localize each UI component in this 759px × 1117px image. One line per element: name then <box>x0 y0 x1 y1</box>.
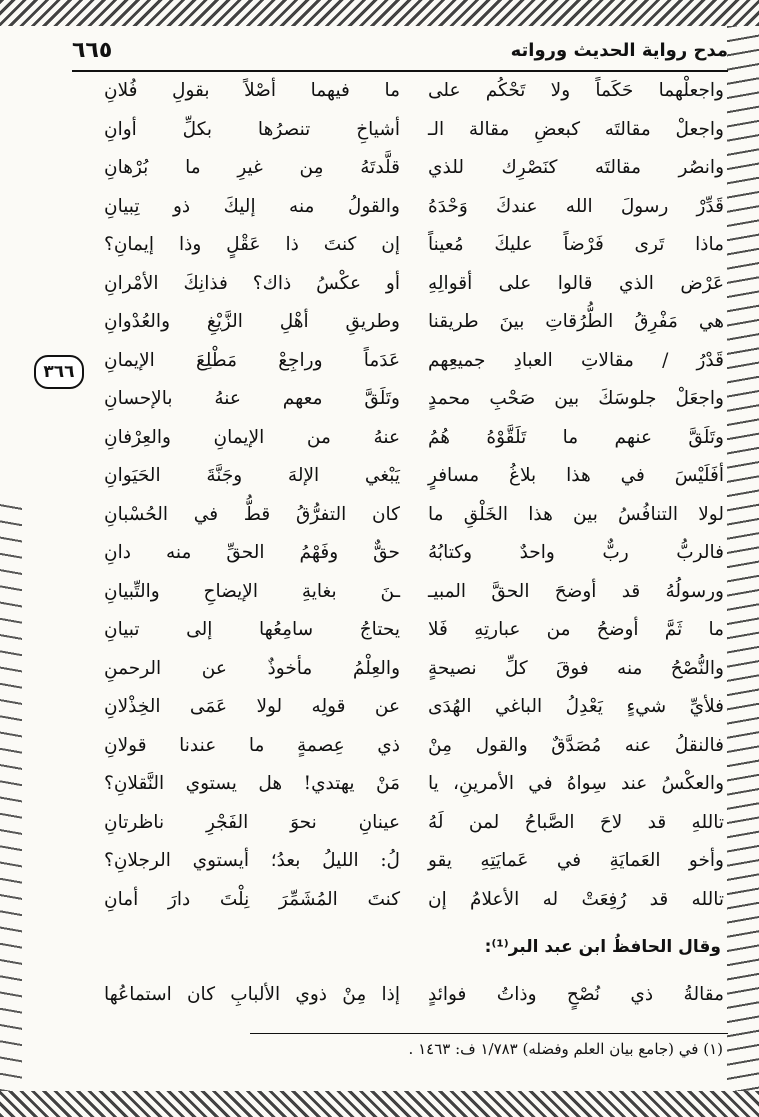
verse-first-hemistich: فالنقلُ عنه مُصَدَّقٌ والقول مِنْ <box>428 734 724 756</box>
verse-second-hemistich: أشياخِ تنصرُها بكلِّ أوانِ <box>104 118 400 140</box>
verse-second-hemistich: والقولُ منه إليكَ ذو تِبيانِ <box>104 195 400 217</box>
final-verse <box>104 984 724 1022</box>
verse-line <box>104 311 724 349</box>
verse-first-hemistich: تاللهِ قد لاحَ الصَّباحُ لمن لَهُ <box>428 811 724 833</box>
verse-line <box>104 619 724 657</box>
verse-first-hemistich: والعكْسُ عند سِواهُ في الأمرينِ، يا <box>428 773 724 794</box>
verse-second-hemistich: والعِلْمُ مأخوذٌ عن الرحمنِ <box>104 657 400 679</box>
verse-first-hemistich: وانصُر مقالتَه كنَصْرِك للذي <box>428 157 724 178</box>
verse-line <box>104 350 724 388</box>
verse-line <box>104 696 724 734</box>
verse-line <box>104 234 724 272</box>
verse-second-hemistich: يحتاجُ سامِعُها إلى تبيانِ <box>104 619 400 640</box>
verse-first-hemistich: قَدْرُ / مقالاتِ العبادِ جميعِهم <box>428 349 724 371</box>
verse-first-hemistich: واجعَلْ جلوسَكَ بين صَحْبِ محمدٍ <box>428 388 724 409</box>
edition-page-marker: ٣٦٦ <box>34 355 84 389</box>
verse-first-hemistich: وأخو العَمايَةِ في عَمايَتِهِ يقو <box>428 850 724 871</box>
verse-first-hemistich: والنُّصْحُ منه فوقَ كلِّ نصيحةٍ <box>428 657 724 679</box>
verse-first-hemistich: واجعلْهما حَكَماً ولا تَحْكُم على <box>428 80 724 101</box>
verse-second-hemistich: وتَلَقَّ معهم عنهُ بالإحسانِ <box>104 388 400 409</box>
verse-line <box>104 273 724 311</box>
verse-first-hemistich: ورسولُهُ قد أوضحَ الحقَّ المبيـ <box>428 580 724 602</box>
verse-second-hemistich: يَبْغي الإلهَ وجَنَّةَ الحَيَوانِ <box>104 465 400 486</box>
verse-line <box>104 465 724 503</box>
verse-second-hemistich: مَنْ يهتدي! هل يستوي النَّقلانِ؟ <box>104 773 400 794</box>
verse-first-hemistich: فلأيِّ شيءٍ يَعْدِلُ الباغي الهُدَى <box>428 696 724 717</box>
verse-line <box>104 773 724 811</box>
verse-first-hemistich: ما ثَمَّ أوضحُ من عبارتِهِ فَلا <box>428 619 724 640</box>
verse-second-hemistich: أو عكْسُ ذاك؟ فذانِكَ الأمْرانِ <box>104 272 400 294</box>
page-header <box>72 30 728 72</box>
verse-line <box>104 658 724 696</box>
verse-second-hemistich: ـنَ بغايةِ الإيضاحِ والتِّبيانِ <box>104 580 400 602</box>
verse-first-hemistich: أفَلَيْسَ في هذا بلاغُ مسافرٍ <box>428 465 724 486</box>
verse-second-hemistich: لُ: الليلُ بعدُ؛ أيستوي الرجلانِ؟ <box>104 850 400 871</box>
footnote: (١) في (جامع بيان العلم وفضله) ١/٧٨٣ ف: ١٤٦٣ . <box>408 1040 723 1058</box>
verse-first-hemistich: ماذا تَرى فَرْضاً عليكَ مُعيناً <box>428 234 724 255</box>
verse-first-hemistich: قَدِّرْ رسولَ الله عندكَ وَحْدَهُ <box>428 195 724 217</box>
verse-first-hemistich: لولا التنافُسُ بين هذا الخَلْقِ ما <box>428 503 724 525</box>
verse-second-hemistich: كنتَ المُشَمِّرَ نِلْتَ دارَ أمانِ <box>104 888 400 910</box>
verse-line <box>104 735 724 773</box>
verse-second-hemistich: وطريقِ أهْلِ الزَّيْغِ والعُدْوانِ <box>104 311 400 332</box>
verse-second-hemistich: عَدَماً وراجِعْ مَطْلِعَ الإيمانِ <box>104 349 400 371</box>
verse-line <box>104 388 724 426</box>
verse-second-hemistich: إذا مِنْ ذوي الألبابِ كان استماعُها <box>104 984 400 1005</box>
verse-line <box>104 812 724 850</box>
verse-line <box>104 157 724 195</box>
prose-introduction: وقال الحافظُ ابن عبد البر⁽¹⁾: <box>484 937 721 957</box>
verse-line <box>104 581 724 619</box>
verse-first-hemistich: واجعلْ مقالتَه كبعضِ مقالة الـ <box>428 118 724 140</box>
top-ornamental-border <box>0 0 759 26</box>
verse-second-hemistich: إن كنتَ ذا عَقْلٍ وذا إيمانِ؟ <box>104 234 400 255</box>
left-ornamental-border <box>0 500 22 1091</box>
verse-second-hemistich: عن قولِه لولا عَمَى الخِذْلانِ <box>104 696 400 717</box>
verse-line <box>104 504 724 542</box>
verse-second-hemistich: قلَّدتَهُ مِن غيرِ ما بُرْهانِ <box>104 157 400 178</box>
verse-line <box>104 850 724 888</box>
verse-line <box>104 542 724 580</box>
verse-first-hemistich: فالربُّ ربٌّ واحدٌ وكتابُهُ <box>428 542 724 563</box>
verse-first-hemistich: تالله قد رُفِعَتْ له الأعلامُ إن <box>428 888 724 910</box>
verse-line <box>104 427 724 465</box>
verse-second-hemistich: كان التفرُّقُ قطُّ في الحُسْبانِ <box>104 503 400 525</box>
verse-first-hemistich: هي مَفْرِقُ الطُّرُقاتِ بينَ طريقنا <box>428 311 724 332</box>
verse-second-hemistich: ما فيهما أصْلاً بقولِ فُلانِ <box>104 80 400 101</box>
right-ornamental-border <box>727 26 759 1091</box>
verse-line <box>104 889 724 927</box>
footnote-divider <box>250 1033 728 1034</box>
verse-first-hemistich: مقالةُ ذي نُصْحٍ وذاتُ فوائدٍ <box>428 984 724 1005</box>
verse-second-hemistich: ذي عِصمةٍ ما عندنا قولانِ <box>104 734 400 756</box>
verse-first-hemistich: عَرْض الذي قالوا على أقوالِهِ <box>428 272 724 294</box>
verse-second-hemistich: عينانِ نحوَ الفَجْرِ ناظرتانِ <box>104 811 400 833</box>
verse-second-hemistich: حقٌّ وفَهْمُ الحقِّ منه دانِ <box>104 542 400 563</box>
verse-first-hemistich: وتَلَقَّ عنهم ما تَلَقَّوْهُ هُمُ <box>428 426 724 448</box>
verse-line <box>104 119 724 157</box>
bottom-ornamental-border <box>0 1091 759 1117</box>
page-number: ٦٦٥ <box>72 37 113 63</box>
running-title: مدح رواية الحديث ورواته <box>510 39 728 61</box>
verse-second-hemistich: عنهُ من الإيمانِ والعِرْفانِ <box>104 426 400 448</box>
verse-line <box>104 80 724 118</box>
verse-line <box>104 196 724 234</box>
